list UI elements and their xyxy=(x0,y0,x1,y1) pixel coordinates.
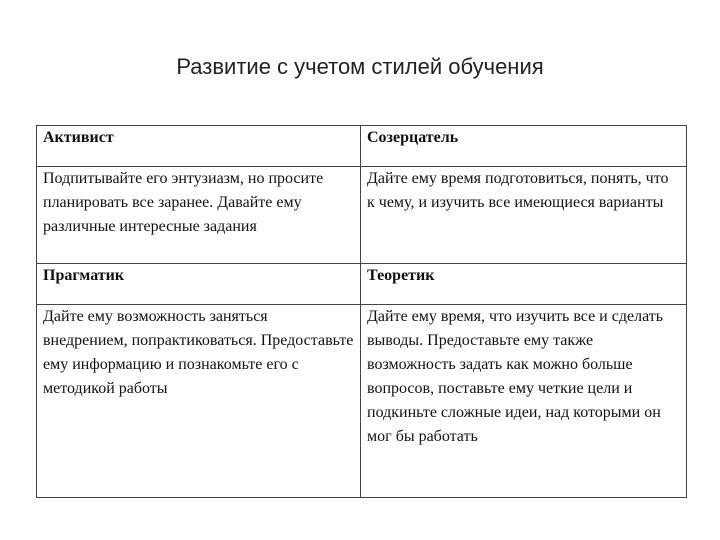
style-heading-reflector: Созерцатель xyxy=(361,126,687,167)
table-row xyxy=(37,264,687,305)
style-heading-activist: Активист xyxy=(37,126,361,167)
table-row xyxy=(37,167,687,264)
style-advice-activist: Подпитывайте его энтузиазм, но просите планировать все заранее. Давайте ему различные интересные задания xyxy=(37,167,361,264)
style-advice-pragmatist: Дайте ему возможность заняться внедрением, попрактиковаться. Предоставьте ему информацию и познакомьте его с методикой работы xyxy=(37,305,361,498)
style-heading-theorist: Теоретик xyxy=(361,264,687,305)
style-advice-reflector: Дайте ему время подготовиться, понять, что к чему, и изучить все имеющиеся варианты xyxy=(361,167,687,264)
table-row xyxy=(37,126,687,167)
style-advice-theorist: Дайте ему время, что изучить все и сделать выводы. Предоставьте ему также возможность задать как можно больше вопросов, поставьте ему четкие цели и подкиньте сложные идеи, над которыми он мог бы работать xyxy=(361,305,687,498)
table-row xyxy=(37,305,687,498)
style-heading-pragmatist: Прагматик xyxy=(37,264,361,305)
learning-styles-table xyxy=(36,125,687,498)
slide-title: Развитие с учетом стилей обучения xyxy=(176,54,544,79)
